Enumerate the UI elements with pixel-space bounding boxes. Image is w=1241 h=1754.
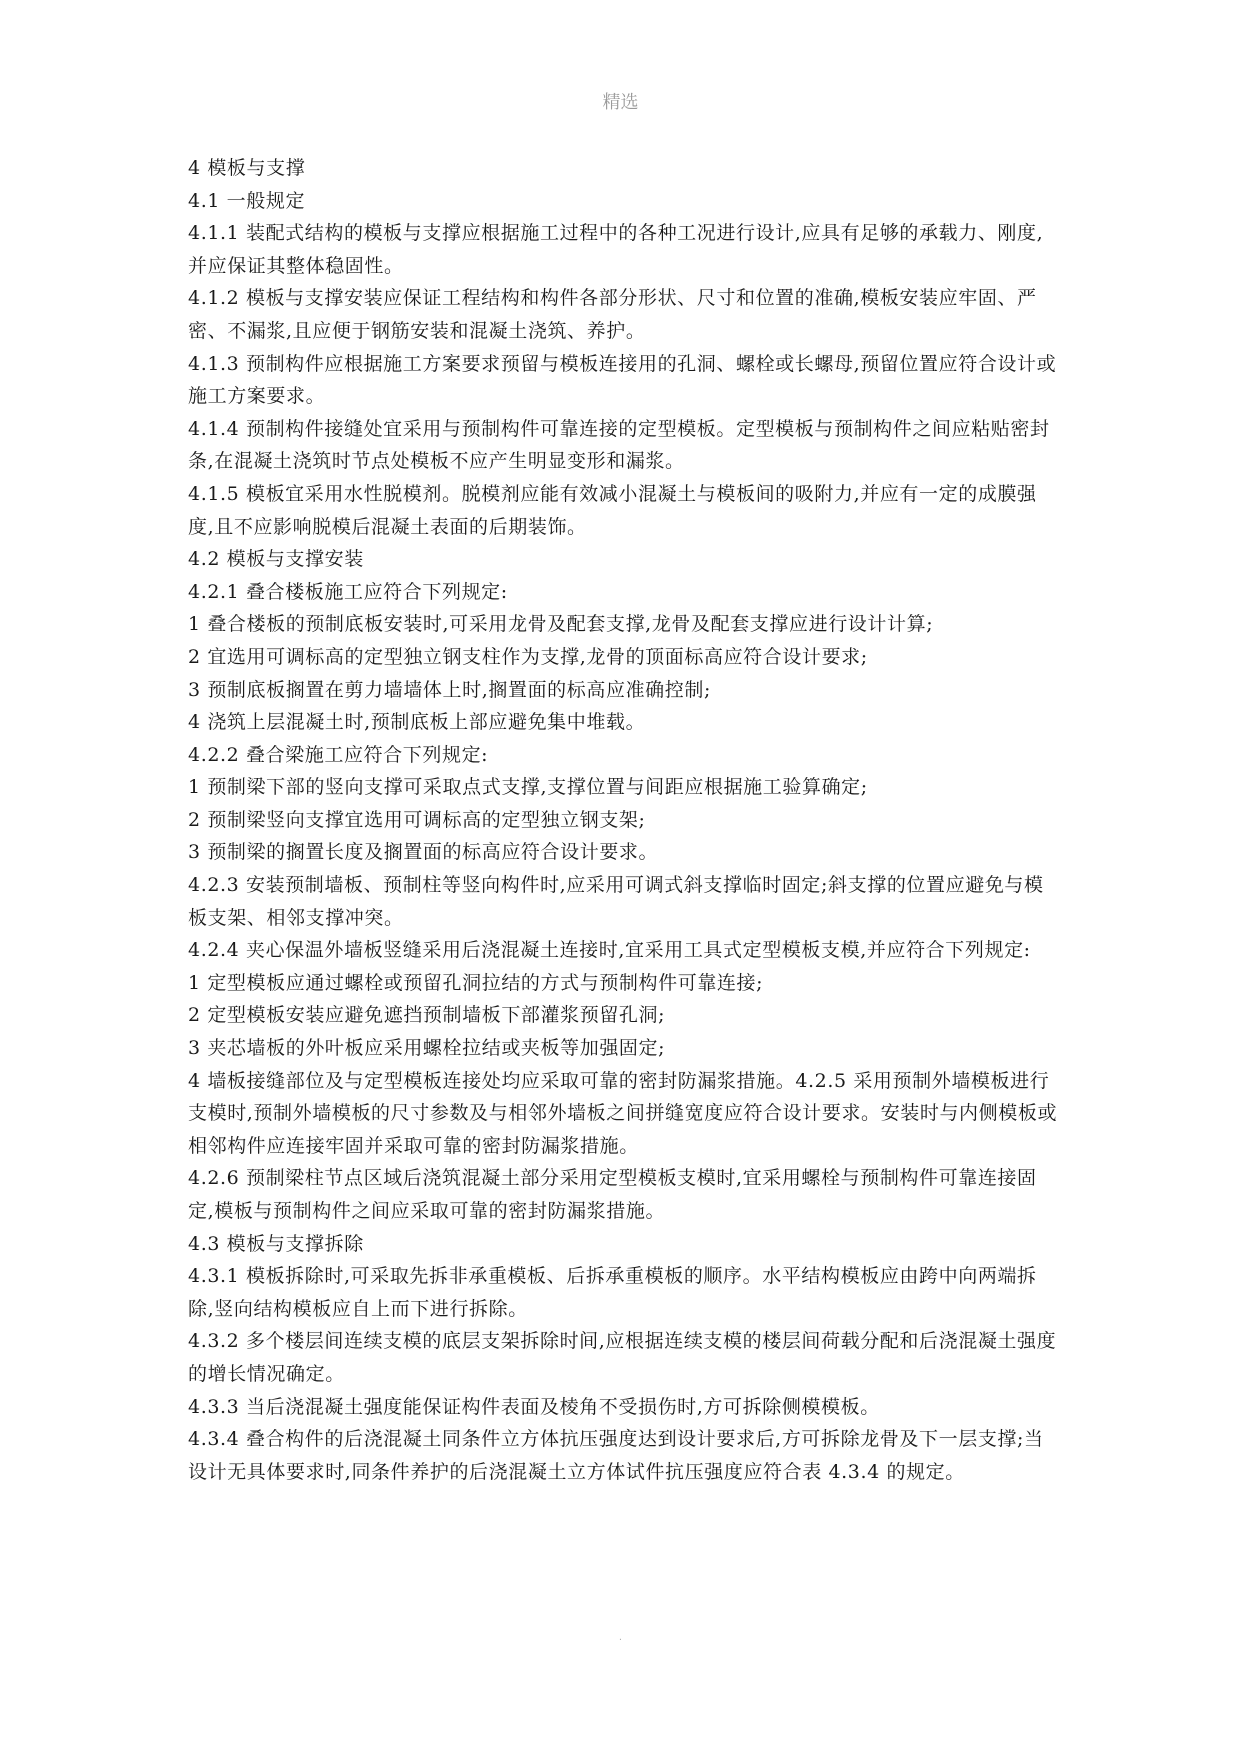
page-footer-mark: .: [618, 1632, 623, 1643]
list-item-4-2-4-1: 1 定型模板应通过螺栓或预留孔洞拉结的方式与预制构件可靠连接;: [188, 971, 764, 994]
heading-4-2: 4.2 模板与支撑安装: [188, 548, 364, 571]
paragraph-4-1-3: 4.1.3 预制构件应根据施工方案要求预留与模板连接用的孔洞、螺栓或长螺母,预留位置应符合设计或施工方案要求。: [188, 352, 1057, 408]
heading-section-4: 4 模板与支撑: [188, 157, 306, 179]
list-item-4-2-2-1: 1 预制梁下部的竖向支撑可采取点式支撑,支撑位置与间距应根据施工验算确定;: [188, 776, 868, 799]
paragraph-4-2-1: 4.2.1 叠合楼板施工应符合下列规定:: [188, 580, 508, 603]
heading-4-3: 4.3 模板与支撑拆除: [188, 1232, 364, 1255]
paragraph-4-3-4: 4.3.4 叠合构件的后浇混凝土同条件立方体抗压强度达到设计要求后,方可拆除龙骨及下一层支撑;当设计无具体要求时,同条件养护的后浇混凝土立方体试件抗压强度应符合表 4.3.4 的规定。: [188, 1428, 1044, 1483]
paragraph-4-1-1: 4.1.1 装配式结构的模板与支撑应根据施工过程中的各种工况进行设计,应具有足够的承载力、刚度,并应保证其整体稳固性。: [188, 222, 1044, 277]
paragraph-4-3-3: 4.3.3 当后浇混凝土强度能保证构件表面及棱角不受损伤时,方可拆除侧模模板。: [188, 1395, 880, 1418]
list-item-4-2-2-3: 3 预制梁的搁置长度及搁置面的标高应符合设计要求。: [188, 841, 659, 864]
list-item-4-2-4-2: 2 定型模板安装应避免遮挡预制墙板下部灌浆预留孔洞;: [188, 1004, 666, 1027]
document-body: [188, 152, 1058, 1488]
list-item-4-2-1-4: 4 浇筑上层混凝土时,预制底板上部应避免集中堆载。: [188, 711, 646, 734]
list-item-4-2-1-3: 3 预制底板搁置在剪力墙墙体上时,搁置面的标高应准确控制;: [188, 678, 711, 701]
list-item-4-2-1-2: 2 宜选用可调标高的定型独立钢支柱作为支撑,龙骨的顶面标高应符合设计要求;: [188, 645, 868, 668]
paragraph-4-2-2: 4.2.2 叠合梁施工应符合下列规定:: [188, 743, 489, 766]
list-item-4-2-4-4: 4 墙板接缝部位及与定型模板连接处均应采取可靠的密封防漏浆措施。4.2.5 采用预制外墙模板进行支模时,预制外墙模板的尺寸参数及与相邻外墙板之间拼缝宽度应符合设计要求。安装时与内侧模板或相邻构件应连接牢固并采取可靠的密封防漏浆措施。: [188, 1069, 1058, 1157]
paragraph-4-1-4: 4.1.4 预制构件接缝处宜采用与预制构件可靠连接的定型模板。定型模板与预制构件之间应粘贴密封条,在混凝土浇筑时节点处模板不应产生明显变形和漏浆。: [188, 417, 1050, 473]
heading-4-1: 4.1 一般规定: [188, 189, 306, 212]
paragraph-4-2-4: 4.2.4 夹心保温外墙板竖缝采用后浇混凝土连接时,宜采用工具式定型模板支模,并应符合下列规定:: [188, 939, 1031, 962]
paragraph-4-2-3: 4.2.3 安装预制墙板、预制柱等竖向构件时,应采用可调式斜支撑临时固定;斜支撑的位置应避免与模板支架、相邻支撑冲突。: [188, 874, 1044, 929]
paragraph-4-1-2: 4.1.2 模板与支撑安装应保证工程结构和构件各部分形状、尺寸和位置的准确,模板安装应牢固、严密、不漏浆,且应便于钢筋安装和混凝土浇筑、养护。: [188, 287, 1037, 342]
paragraph-4-3-2: 4.3.2 多个楼层间连续支模的底层支架拆除时间,应根据连续支模的楼层间荷载分配和后浇混凝土强度的增长情况确定。: [188, 1330, 1057, 1385]
paragraph-4-1-5: 4.1.5 模板宜采用水性脱模剂。脱模剂应能有效减小混凝土与模板间的吸附力,并应有一定的成膜强度,且不应影响脱模后混凝土表面的后期装饰。: [188, 482, 1037, 538]
list-item-4-2-2-2: 2 预制梁竖向支撑宜选用可调标高的定型独立钢支架;: [188, 808, 646, 831]
page-header: 精选: [602, 92, 639, 113]
paragraph-4-3-1: 4.3.1 模板拆除时,可采取先拆非承重模板、后拆承重模板的顺序。水平结构模板应由跨中向两端拆除,竖向结构模板应自上而下进行拆除。: [188, 1265, 1037, 1320]
list-item-4-2-1-1: 1 叠合楼板的预制底板安装时,可采用龙骨及配套支撑,龙骨及配套支撑应进行设计计算;: [188, 613, 934, 636]
paragraph-4-2-6: 4.2.6 预制梁柱节点区域后浇筑混凝土部分采用定型模板支模时,宜采用螺栓与预制构件可靠连接固定,模板与预制构件之间应采取可靠的密封防漏浆措施。: [188, 1167, 1037, 1222]
list-item-4-2-4-3: 3 夹芯墙板的外叶板应采用螺栓拉结或夹板等加强固定;: [188, 1037, 666, 1060]
